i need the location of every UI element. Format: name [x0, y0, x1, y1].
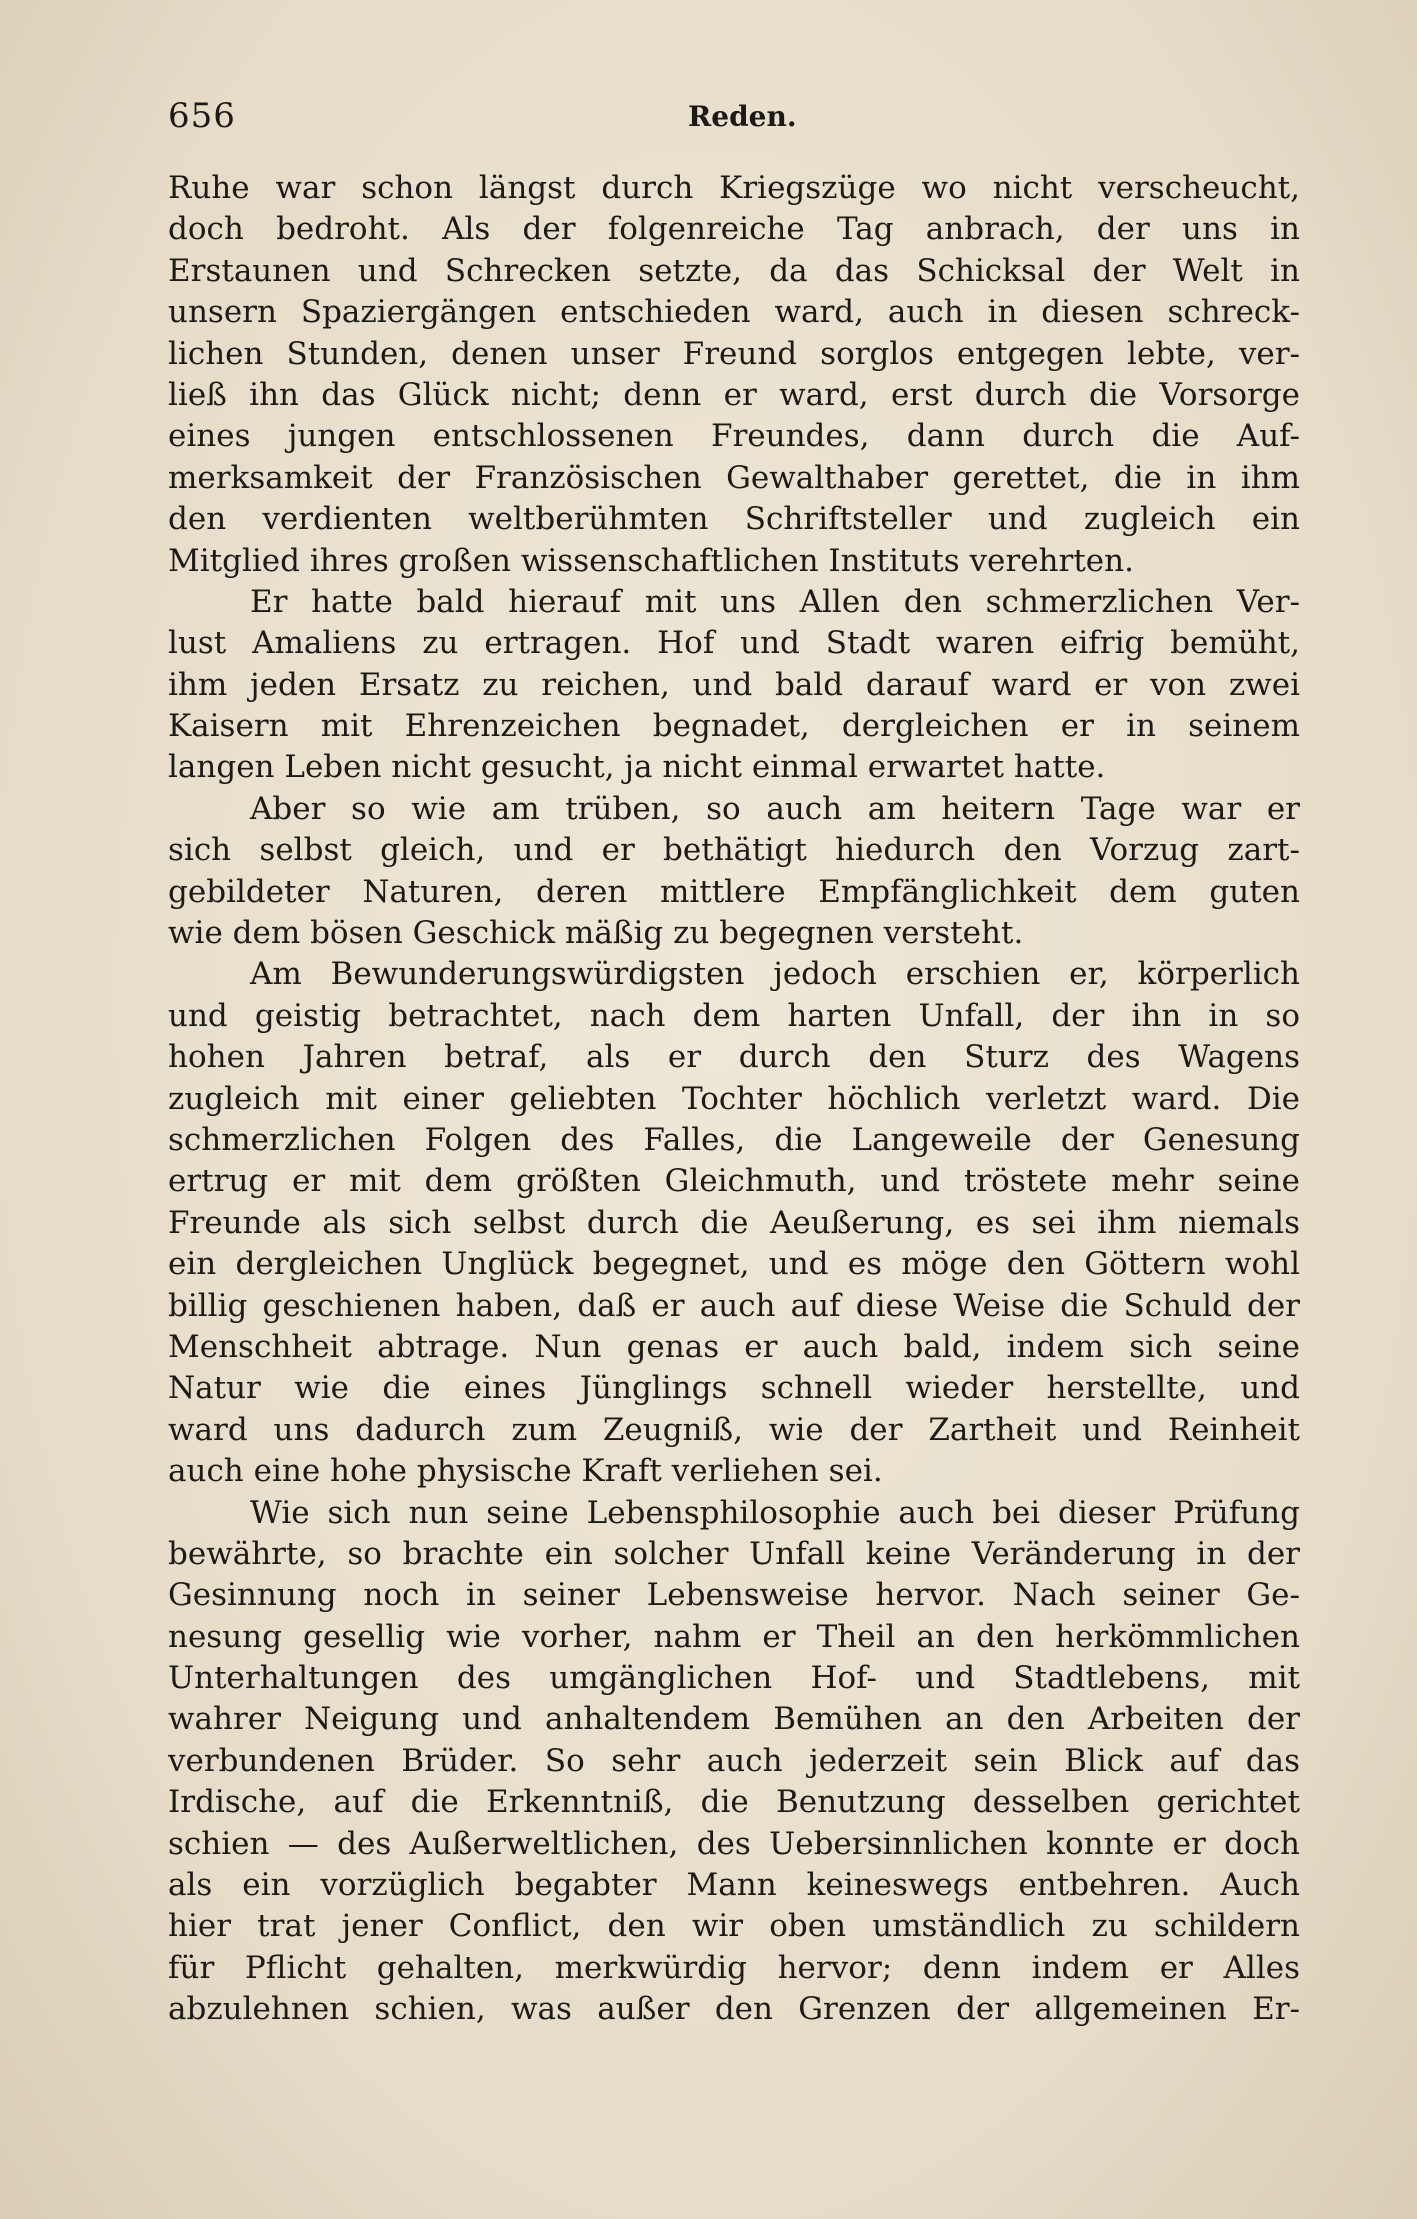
text-line: als ein vorzüglich begabter Mann keineswegs entbehren. Auch	[168, 1867, 1300, 1904]
text-line: Er hatte bald hierauf mit uns Allen den schmerzlichen Ver-	[250, 583, 1300, 620]
running-head: Reden.	[688, 100, 797, 133]
text-line: ward uns dadurch zum Zeugniß, wie der Zartheit und Reinheit	[168, 1411, 1300, 1448]
body-text	[168, 168, 1300, 2031]
text-line: unsern Spaziergängen entschieden ward, auch in diesen schreck-	[168, 294, 1300, 331]
text-line: bewährte, so brachte ein solcher Unfall keine Veränderung in der	[168, 1535, 1300, 1572]
text-line: eines jungen entschlossenen Freundes, dann durch die Auf-	[168, 418, 1300, 455]
text-line: Freunde als sich selbst durch die Aeußerung, es sei ihm niemals	[168, 1204, 1300, 1241]
text-line: ließ ihn das Glück nicht; denn er ward, erst durch die Vorsorge	[168, 376, 1300, 413]
text-line: wie dem bösen Geschick mäßig zu begegnen versteht.	[168, 915, 1024, 952]
text-line: auch eine hohe physische Kraft verliehen sei.	[168, 1453, 883, 1490]
text-line: Unterhaltungen des umgänglichen Hof- und Stadtlebens, mit	[168, 1660, 1300, 1697]
text-line: lust Amaliens zu ertragen. Hof und Stadt waren eifrig bemüht,	[168, 625, 1300, 662]
text-line: ihm jeden Ersatz zu reichen, und bald darauf ward er von zwei	[168, 666, 1300, 703]
text-line: langen Leben nicht gesucht, ja nicht einmal erwartet hatte.	[168, 749, 1106, 786]
page-number: 656	[168, 96, 236, 136]
text-line: Erstaunen und Schrecken setzte, da das Schicksal der Welt in	[168, 252, 1300, 289]
text-line: abzulehnen schien, was außer den Grenzen der allgemeinen Er-	[168, 1991, 1300, 2028]
text-line: hier trat jener Conflict, den wir oben umständlich zu schildern	[168, 1908, 1300, 1945]
page-header	[168, 96, 1300, 140]
text-line: Menschheit abtrage. Nun genas er auch bald, indem sich seine	[168, 1328, 1300, 1365]
text-line: verbundenen Brüder. So sehr auch jederzeit sein Blick auf das	[168, 1742, 1300, 1779]
text-line: nesung gesellig wie vorher, nahm er Theil an den herkömmlichen	[168, 1618, 1300, 1655]
text-line: wahrer Neigung und anhaltendem Bemühen an den Arbeiten der	[168, 1701, 1300, 1738]
text-line: doch bedroht. Als der folgenreiche Tag anbrach, der uns in	[168, 211, 1300, 248]
text-line: gebildeter Naturen, deren mittlere Empfänglichkeit dem guten	[168, 873, 1300, 910]
text-line: merksamkeit der Französischen Gewalthaber gerettet, die in ihm	[168, 459, 1300, 496]
text-line: für Pflicht gehalten, merkwürdig hervor; denn indem er Alles	[168, 1949, 1300, 1986]
text-line: Ruhe war schon längst durch Kriegszüge wo nicht verscheucht,	[168, 170, 1300, 206]
text-line: Natur wie die eines Jünglings schnell wieder herstellte, und	[168, 1370, 1300, 1407]
text-line: Gesinnung noch in seiner Lebensweise hervor. Nach seiner Ge-	[168, 1577, 1300, 1614]
text-line: den verdienten weltberühmten Schriftsteller und zugleich ein	[168, 501, 1300, 538]
text-line: Am Bewunderungswürdigsten jedoch erschien er, körperlich	[250, 956, 1300, 993]
text-line: Mitglied ihres großen wissenschaftlichen Instituts verehrten.	[168, 542, 1134, 579]
text-line: Irdische, auf die Erkenntniß, die Benutzung desselben gerichtet	[168, 1784, 1300, 1821]
text-line: hohen Jahren betraf, als er durch den Sturz des Wagens	[168, 1039, 1300, 1076]
text-line: Aber so wie am trüben, so auch am heitern Tage war er	[250, 790, 1300, 827]
text-line: Wie sich nun seine Lebensphilosophie auch bei dieser Prüfung	[250, 1494, 1300, 1531]
text-line: Kaisern mit Ehrenzeichen begnadet, dergleichen er in seinem	[168, 708, 1300, 745]
text-line: schmerzlichen Folgen des Falles, die Langeweile der Genesung	[168, 1121, 1300, 1158]
text-line: zugleich mit einer geliebten Tochter höchlich verletzt ward. Die	[168, 1080, 1300, 1117]
text-line: lichen Stunden, denen unser Freund sorglos entgegen lebte, ver-	[168, 335, 1300, 372]
text-line: sich selbst gleich, und er bethätigt hiedurch den Vorzug zart-	[168, 832, 1300, 869]
text-line: schien — des Außerweltlichen, des Uebersinnlichen konnte er doch	[168, 1825, 1300, 1862]
text-line: billig geschienen haben, daß er auch auf diese Weise die Schuld der	[168, 1287, 1300, 1324]
text-line: ertrug er mit dem größten Gleichmuth, und tröstete mehr seine	[168, 1163, 1300, 1200]
text-line: und geistig betrachtet, nach dem harten Unfall, der ihn in so	[168, 997, 1300, 1034]
text-line: ein dergleichen Unglück begegnet, und es möge den Göttern wohl	[168, 1246, 1300, 1283]
